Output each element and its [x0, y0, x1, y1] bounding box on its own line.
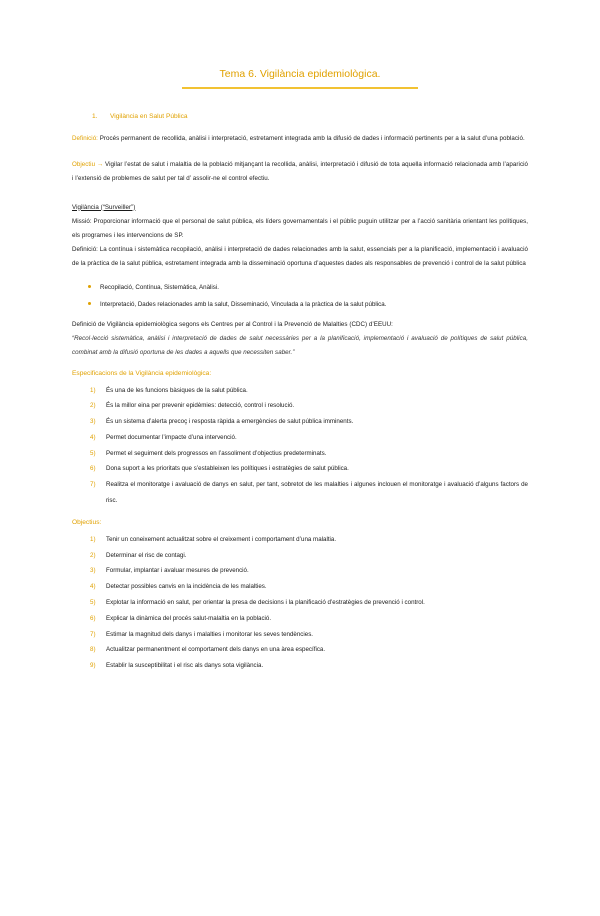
surveillance-definition-text: La contínua i sistemàtica recopilació, anàlisi i interpretació de dades relacionades amb la salut, essencials per a la planificació, implementació i avaluació de la pràctica de la salut pública, estretament integrada amb la disseminació oportuna d’aquestes dades als responsables de prevenció i control de la salut pública — [72, 245, 528, 267]
surveillance-definition-paragraph — [72, 243, 528, 271]
section-label: Vigilància en Salut Pública — [110, 112, 188, 120]
bullet-dot-icon — [88, 285, 91, 288]
cdc-definition: Definició de Vigilància epidemiològica segons els Centres per al Control i la Prevenció de Malalties (CDC) d’EEUU: — [72, 320, 393, 328]
list-item: 4) Detectar possibles canvis en la incidència de les malalties. — [90, 583, 267, 591]
list-item: 2) És la millor eina per prevenir epidèmies: detecció, control i resolució. — [90, 402, 295, 410]
list-item: 8) Actualitzar permanentment el comportament dels danys en una àrea específica. — [90, 646, 326, 654]
document-page — [0, 68, 600, 916]
list-item: 1) Tenir un coneixement actualitzat sobre el creixement i comportament d’una malaltia. — [90, 535, 337, 543]
definition-paragraph — [72, 132, 528, 146]
list-item: 5) Permet el seguiment dels progressos en l’assoliment d’objectius predeterminats. — [90, 449, 327, 457]
mission-label: Missió: — [72, 217, 92, 225]
surveillance-definition-label: Definició: — [72, 245, 98, 253]
title-underline — [182, 87, 418, 89]
bullet-item: Interpretació, Dades relacionades amb la salut, Disseminació, Vinculada a la pràctica de la salut pública. — [88, 296, 528, 313]
bullet-dot-icon — [88, 302, 91, 305]
objectives-heading: Objectius: — [72, 518, 102, 526]
specifications-list — [72, 383, 528, 509]
list-item: 7) Realitza el monitoratge i avaluació de danys en salut, per tant, sobretot de les malalties i algunes inclouen el monitoratge i avaluació d’alguns factors de risc. — [90, 481, 528, 505]
surveillance-heading: Vigilància (“Surveiller”) — [72, 203, 136, 211]
list-item: 9) Establir la susceptibilitat i el risc als danys sota vigilància. — [90, 662, 264, 670]
list-item: 5) Explotar la informació en salut, per orientar la presa de decisions i la planificació d’estratègies de prevenció i control. — [90, 599, 425, 607]
list-item: 3) Formular, implantar i avaluar mesures de prevenció. — [90, 567, 249, 575]
list-item: 3) És un sistema d’alerta precoç i resposta ràpida a emergències de salut pública imminents. — [90, 418, 354, 426]
list-item: 6) Explicar la dinàmica del procés salut-malaltia en la població. — [90, 614, 272, 622]
cdc-quote: “Recol·lecció sistemàtica, anàlisi i interpretació de dades de salut necessàries per a la planificació, implementació i avaluació de polítiques de salut pública, combinat amb la difusió oportuna de les dades a aquells que necessiten saber.” — [72, 334, 528, 356]
objective-label: Objectiu → — [72, 160, 104, 168]
list-item: 6) Dona suport a les prioritats que s’estableixen les polítiques i estratègies de salut pública. — [90, 465, 349, 473]
objective-paragraph — [72, 158, 528, 186]
bullet-item: Recopilació, Contínua, Sistemàtica, Anàlisi. — [88, 279, 528, 296]
objectives-list — [72, 532, 528, 674]
specifications-heading: Especificacions de la Vigilància epidemiològica: — [72, 369, 212, 377]
document-title: Tema 6. Vigilància epidemiològica. — [219, 68, 381, 80]
definition-text: Procés permanent de recollida, anàlisi i interpretació, estretament integrada amb la difusió de dades i informació pertinents per a la salut d’una població. — [97, 134, 525, 142]
objective-text: Vigilar l’estat de salut i malaltia de la població mitjançant la recollida, anàlisi, interpretació i difusió de tota aquella informació relacionada amb l’aparició i l’extensió de problemes de salut per tal d’ assolir-ne el control efectiu. — [72, 160, 529, 182]
surveillance-bullet-list — [72, 279, 528, 313]
section-number: 1. — [92, 112, 98, 120]
list-item: 1) És una de les funcions bàsiques de la salut pública. — [90, 386, 248, 394]
mission-paragraph — [72, 215, 528, 243]
mission-text: Proporcionar informació que el personal de salut pública, els líders governamentals i el públic puguin utilitzar per a l’acció sanitària orientant les polítiques, els programes i les intervencions de SP. — [72, 217, 528, 239]
list-item: 7) Estimar la magnitud dels danys i malalties i monitorar les seves tendències. — [90, 630, 314, 638]
list-item: 4) Permet documentar l’impacte d’una intervenció. — [90, 433, 237, 441]
definition-label: Definició: — [72, 134, 98, 142]
list-item: 2) Determinar el risc de contagi. — [90, 551, 187, 559]
section-heading — [72, 113, 528, 120]
